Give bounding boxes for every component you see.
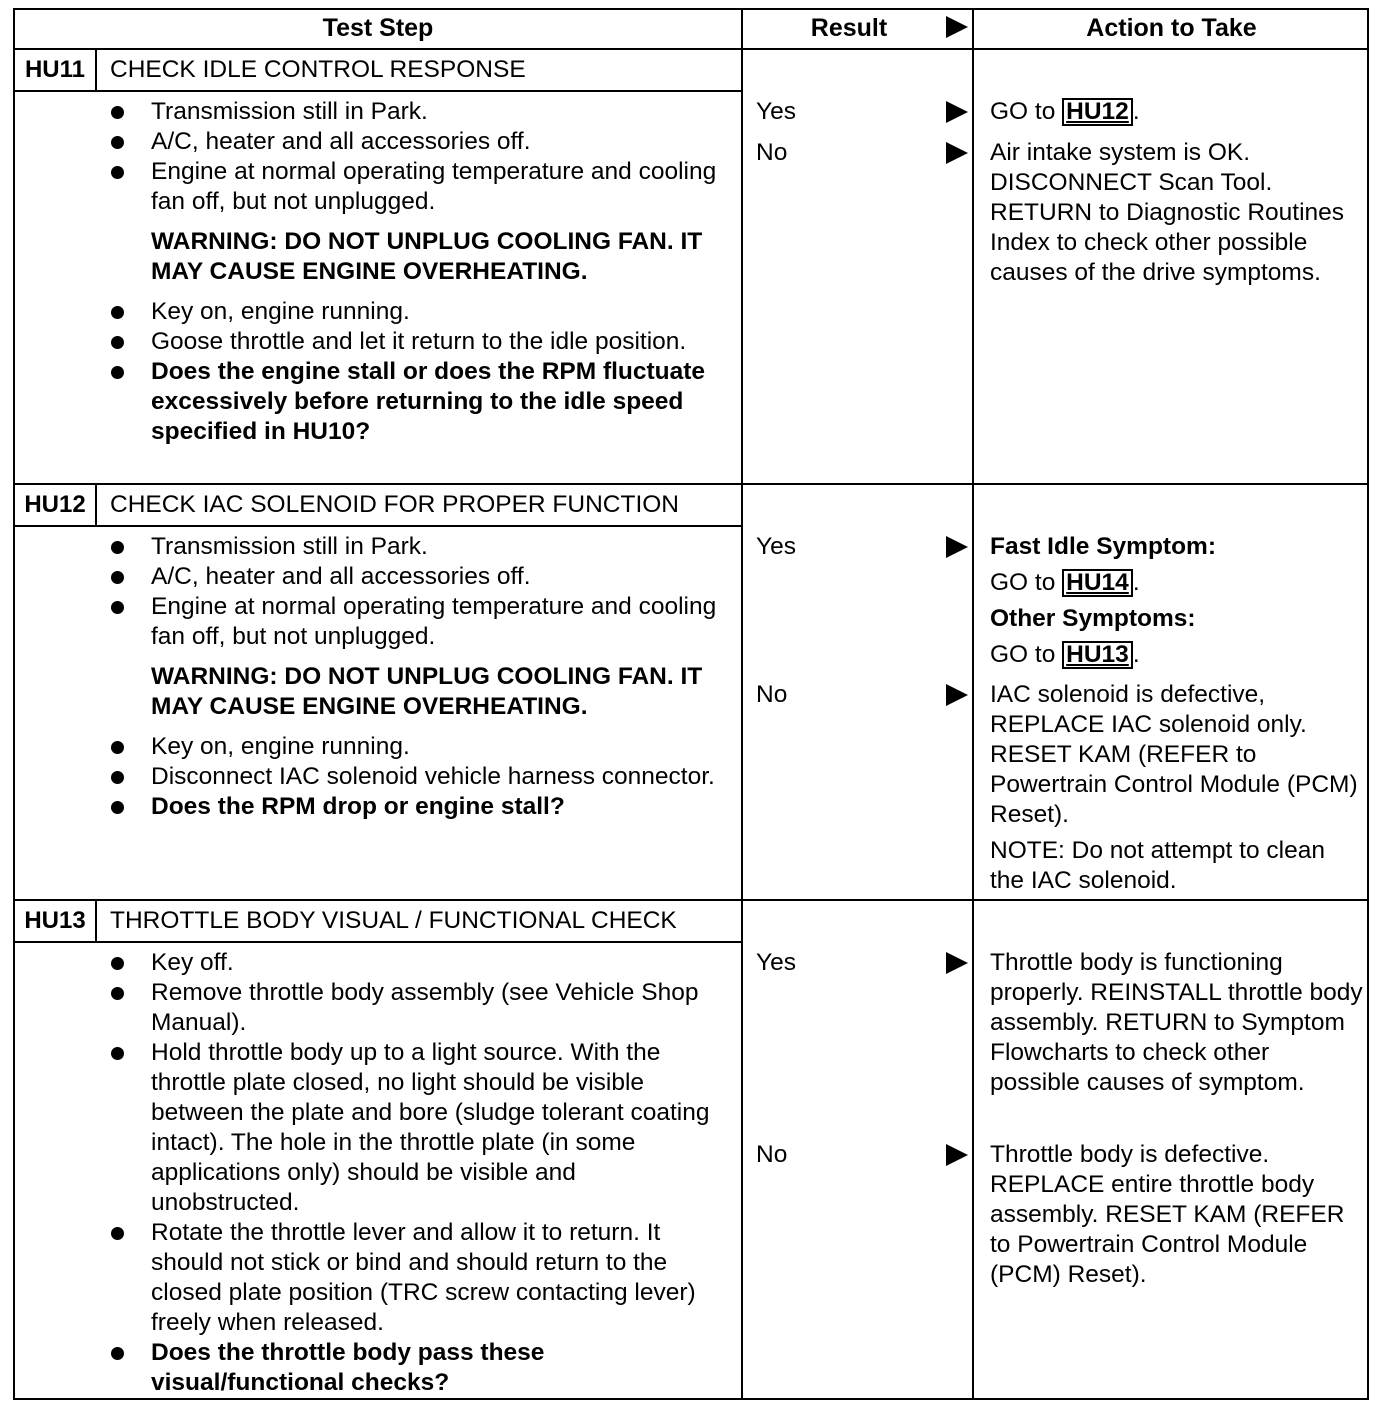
header-arrow-icon bbox=[946, 16, 968, 38]
question-item: Does the engine stall or does the RPM fluctuate excessively before returning to the idle speed specified in HU10? bbox=[108, 357, 728, 447]
header-result: Result bbox=[810, 14, 888, 42]
title-underline bbox=[13, 941, 741, 943]
list-item: A/C, heater and all accessories off. bbox=[108, 127, 728, 157]
list-item: Engine at normal operating temperature and cooling fan off, but not unplugged. bbox=[108, 157, 728, 217]
result-no: No bbox=[756, 139, 788, 166]
list-item: Key off. bbox=[108, 948, 728, 978]
action-yes bbox=[990, 97, 1364, 127]
action-text: GO to bbox=[990, 569, 1056, 596]
question-item: Does the RPM drop or engine stall? bbox=[108, 792, 728, 822]
code-divider bbox=[95, 901, 97, 941]
step-list-hu13 bbox=[108, 948, 728, 1398]
arrow-icon bbox=[946, 1144, 968, 1166]
action-no bbox=[990, 680, 1364, 896]
action-note: NOTE: Do not attempt to clean the IAC solenoid. bbox=[990, 837, 1325, 894]
action-heading: Other Symptoms: bbox=[990, 605, 1196, 632]
warning-text: WARNING: DO NOT UNPLUG COOLING FAN. IT MAY CAUSE ENGINE OVERHEATING. bbox=[151, 663, 703, 720]
arrow-icon bbox=[946, 684, 968, 706]
code-divider bbox=[95, 50, 97, 90]
column-divider-result bbox=[741, 8, 743, 1400]
action-punctuation: . bbox=[1132, 641, 1140, 668]
step-code-hu13: HU13 bbox=[24, 907, 86, 934]
step-reference-link[interactable]: HU14 bbox=[1062, 569, 1133, 597]
list-item: Transmission still in Park. bbox=[108, 97, 728, 127]
action-yes: Throttle body is functioning properly. REINSTALL throttle body assembly. RETURN to Symptom Flowcharts to check other possible causes of symptom. bbox=[990, 949, 1363, 1096]
arrow-icon bbox=[946, 952, 968, 974]
list-item: Engine at normal operating temperature and cooling fan off, but not unplugged. bbox=[108, 592, 728, 652]
code-divider bbox=[95, 485, 97, 525]
header-test-step: Test Step bbox=[322, 14, 434, 42]
step-reference-link[interactable]: HU12 bbox=[1062, 98, 1133, 126]
step-list-hu12 bbox=[108, 532, 728, 822]
result-yes: Yes bbox=[756, 533, 796, 560]
result-yes: Yes bbox=[756, 949, 796, 976]
step-title-hu11: CHECK IDLE CONTROL RESPONSE bbox=[110, 56, 526, 83]
result-yes: Yes bbox=[756, 98, 796, 125]
step-reference-link[interactable]: HU13 bbox=[1062, 641, 1133, 669]
arrow-icon bbox=[946, 142, 968, 164]
list-item: Rotate the throttle lever and allow it to return. It should not stick or bind and should return to the closed plate position (TRC screw contacting lever) freely when released. bbox=[108, 1218, 728, 1338]
list-item: Key on, engine running. bbox=[108, 297, 728, 327]
action-text: GO to bbox=[990, 98, 1056, 125]
header-action: Action to Take bbox=[1086, 14, 1257, 42]
arrow-icon bbox=[946, 536, 968, 558]
action-line bbox=[990, 568, 1364, 598]
action-yes bbox=[990, 532, 1364, 670]
action-text: GO to bbox=[990, 641, 1056, 668]
action-no: Air intake system is OK. DISCONNECT Scan Tool. RETURN to Diagnostic Routines Index to check other possible causes of the drive symptoms. bbox=[990, 139, 1345, 286]
action-heading: Fast Idle Symptom: bbox=[990, 533, 1216, 560]
warning-text: WARNING: DO NOT UNPLUG COOLING FAN. IT MAY CAUSE ENGINE OVERHEATING. bbox=[151, 228, 703, 285]
column-divider-action bbox=[972, 8, 974, 1400]
step-title-hu13: THROTTLE BODY VISUAL / FUNCTIONAL CHECK bbox=[110, 907, 677, 934]
result-no: No bbox=[756, 681, 788, 708]
result-no: No bbox=[756, 1141, 788, 1168]
step-title-hu12: CHECK IAC SOLENOID FOR PROPER FUNCTION bbox=[110, 491, 680, 518]
title-underline bbox=[13, 90, 741, 92]
step-code-hu12: HU12 bbox=[24, 491, 86, 518]
list-item: Transmission still in Park. bbox=[108, 532, 728, 562]
list-item: A/C, heater and all accessories off. bbox=[108, 562, 728, 592]
action-punctuation: . bbox=[1132, 569, 1140, 596]
list-item: Remove throttle body assembly (see Vehicle Shop Manual). bbox=[108, 978, 728, 1038]
action-line bbox=[990, 640, 1364, 670]
action-no: Throttle body is defective. REPLACE entire throttle body assembly. RESET KAM (REFER to Powertrain Control Module (PCM) Reset). bbox=[990, 1141, 1345, 1288]
step-list-hu11 bbox=[108, 97, 728, 447]
list-item: Key on, engine running. bbox=[108, 732, 728, 762]
question-item: Does the throttle body pass these visual/functional checks? bbox=[108, 1338, 728, 1398]
step-code-hu11: HU11 bbox=[24, 56, 86, 83]
action-punctuation: . bbox=[1132, 98, 1140, 125]
action-text: IAC solenoid is defective, REPLACE IAC solenoid only. RESET KAM (REFER to Powertrain Control Module (PCM) Reset). bbox=[990, 681, 1358, 828]
title-underline bbox=[13, 525, 741, 527]
list-item: Goose throttle and let it return to the idle position. bbox=[108, 327, 728, 357]
arrow-icon bbox=[946, 101, 968, 123]
list-item: Disconnect IAC solenoid vehicle harness connector. bbox=[108, 762, 728, 792]
list-item: Hold throttle body up to a light source. With the throttle plate closed, no light should be visible between the plate and bore (sludge tolerant coating intact). The hole in the throttle plate (in some applications only) should be visible and unobstructed. bbox=[108, 1038, 728, 1218]
